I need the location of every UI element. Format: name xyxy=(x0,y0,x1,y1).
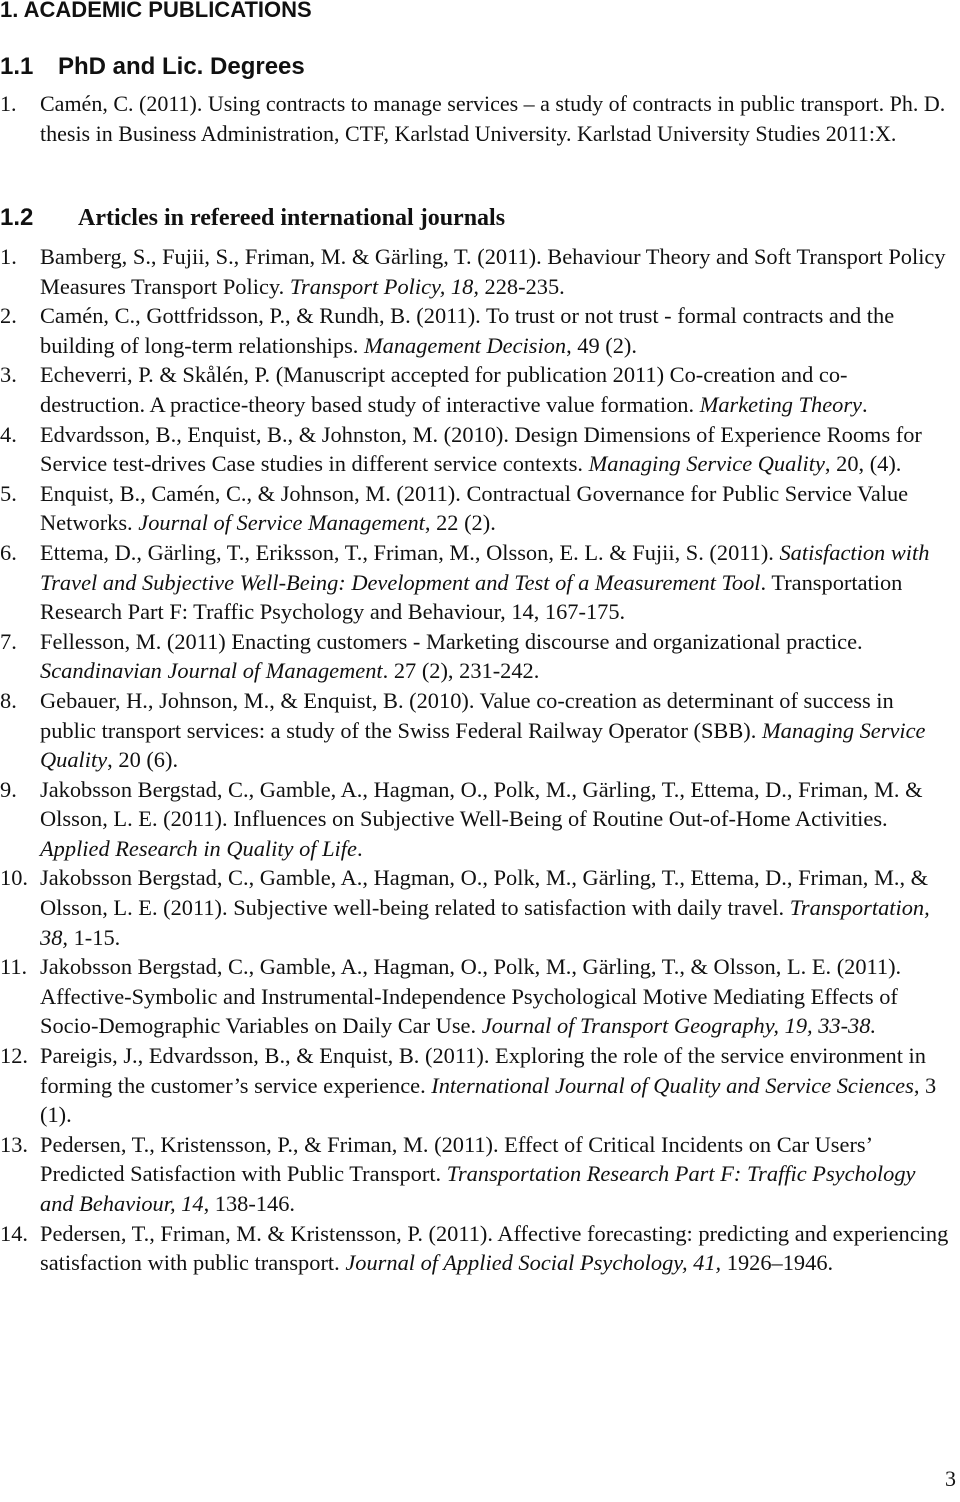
item-source: Managing Service Quality xyxy=(588,451,825,477)
item-details: 1926–1946. xyxy=(721,1250,834,1276)
item-citation: Enquist, B., Camén, C., & Johnson, M. (2011). Contractual Governance for Public Service Value Networks. xyxy=(40,480,909,536)
item-source: Applied Research in Quality of Life xyxy=(40,835,357,861)
list-item xyxy=(0,952,952,1041)
item-details: , 3 (1). xyxy=(40,1072,937,1128)
item-citation: Pareigis, J., Edvardsson, B., & Enquist, B. (2011). Exploring the role of the service environment in forming the customer’s service experience. xyxy=(40,1043,926,1098)
item-source: Transport Policy, 18, xyxy=(289,273,479,299)
item-details: 1-15. xyxy=(68,924,121,950)
item-source: Management Decision xyxy=(364,332,567,358)
list-item xyxy=(0,863,952,952)
list-item xyxy=(0,479,952,538)
list-item xyxy=(0,89,952,148)
item-citation: Camén, C., Gottfridsson, P., & Rundh, B. (2011). To trust or not trust - formal contracts and the building of long-term relationships. xyxy=(40,303,895,358)
item-citation: Bamberg, S., Fujii, S., Friman, M. & Gärling, T. (2011). Behaviour Theory and Soft Transport Policy Measures Transport Policy. xyxy=(40,244,946,299)
section-title: PhD and Lic. Degrees xyxy=(58,53,305,80)
item-source: Transportation, 38, xyxy=(40,895,930,950)
item-number: 11. xyxy=(0,954,28,980)
item-citation: Fellesson, M. (2011) Enacting customers - Marketing discourse and organizational practice. xyxy=(40,628,863,654)
item-citation: Echeverri, P. & Skålén, P. (Manuscript accepted for publication 2011) Co-creation and co-destruction. A practice-theory based study of interactive value formation. xyxy=(40,362,848,417)
item-number: 9. xyxy=(0,776,17,802)
phd-list xyxy=(0,89,952,148)
item-citation: Ettema, D., Gärling, T., Eriksson, T., Friman, M., Olsson, E. L. & Fujii, S. (2011). xyxy=(40,539,780,565)
list-item xyxy=(0,686,952,775)
item-details: . Transportation Research Part F: Traffic Psychology and Behaviour, 14, 167-175. xyxy=(40,569,903,625)
item-source: Transportation Research Part F: Traffic Psychology and Behaviour, 14 xyxy=(40,1161,916,1216)
item-number: 12. xyxy=(0,1043,28,1069)
page-heading: 1. ACADEMIC PUBLICATIONS xyxy=(0,0,312,22)
list-item xyxy=(0,301,952,360)
item-details: . xyxy=(356,835,363,861)
item-number: 3. xyxy=(0,362,17,388)
item-number: 7. xyxy=(0,628,17,654)
item-number: 1. xyxy=(0,244,17,269)
section-heading-articles xyxy=(0,204,505,232)
item-source: International Journal of Quality and Service Sciences xyxy=(431,1072,914,1098)
item-number: 1. xyxy=(0,91,17,116)
item-citation: Edvardsson, B., Enquist, B., & Johnston, M. (2010). Design Dimensions of Experience Rooms for Service test-drives Case studies in different service contexts. xyxy=(40,421,922,477)
list-item xyxy=(0,538,952,627)
item-number: 13. xyxy=(0,1131,28,1157)
section-title: Articles in refereed international journals xyxy=(78,205,506,231)
section-heading-phd xyxy=(0,53,305,81)
item-text: Camén, C. (2011). Using contracts to manage services – a study of contracts in public transport. Ph. D. thesis in Business Administration, CTF, Karlstad University. Karlstad University Studies 2011:X. xyxy=(40,91,946,146)
item-source: Journal of Applied Social Psychology, 41, xyxy=(345,1250,722,1276)
item-details: , 22 (2). xyxy=(424,510,496,536)
item-details: . 27 (2), 231-242. xyxy=(382,658,540,684)
item-source: Scandinavian Journal of Management xyxy=(40,658,383,684)
item-number: 8. xyxy=(0,687,17,713)
item-details: 228-235. xyxy=(478,273,565,299)
item-details: , 20, (4). xyxy=(824,451,902,477)
item-number: 6. xyxy=(0,539,17,565)
page-number: 3 xyxy=(945,1466,956,1491)
item-number: 4. xyxy=(0,421,17,447)
list-item xyxy=(0,360,952,419)
item-citation: Pedersen, T., Kristensson, P., & Friman, M. (2011). Effect of Critical Incidents on Car Users’ Predicted Satisfaction with Public Transport. xyxy=(40,1131,872,1187)
section-number: 1.1 xyxy=(0,53,34,80)
item-details: , 49 (2). xyxy=(566,332,637,358)
item-source: Managing Service Quality xyxy=(40,717,926,773)
item-citation: Jakobsson Bergstad, C., Gamble, A., Hagman, O., Polk, M., Gärling, T., & Olsson, L. E. (2011). Affective-Symbolic and Instrumental-Independence Psychological Motive Mediating Effects of Socio-Demographic Variables on Daily Car Use. xyxy=(40,954,902,1039)
item-number: 14. xyxy=(0,1220,28,1246)
item-details: , 20 (6). xyxy=(107,747,179,773)
item-number: 5. xyxy=(0,480,17,506)
list-item xyxy=(0,1130,952,1219)
item-source: Marketing Theory xyxy=(699,391,862,417)
item-number: 2. xyxy=(0,303,17,329)
item-citation: Pedersen, T., Friman, M. & Kristensson, P. (2011). Affective forecasting: predicting and experiencing satisfaction with public transport. xyxy=(40,1220,949,1276)
item-citation: Jakobsson Bergstad, C., Gamble, A., Hagman, O., Polk, M., Gärling, T., Ettema, D., Friman, M., & Olsson, L. E. (2011). Subjective well-being related to satisfaction with daily travel. xyxy=(40,865,929,921)
item-details: , 138-146. xyxy=(203,1191,295,1216)
list-item xyxy=(0,420,952,479)
item-number: 10. xyxy=(0,865,28,891)
item-source: Journal of Service Management xyxy=(138,510,425,536)
item-citation: Jakobsson Bergstad, C., Gamble, A., Hagman, O., Polk, M., Gärling, T., Ettema, D., Friman, M. & Olsson, L. E. (2011). Influences on Subjective Well-Being of Routine Out-of-Home Activities. xyxy=(40,776,923,832)
item-source: Journal of Transport Geography, 19, 33-38. xyxy=(481,1013,877,1039)
item-citation: Gebauer, H., Johnson, M., & Enquist, B. (2010). Value co-creation as determinant of success in public transport services: a study of the Swiss Federal Railway Operator (SBB). xyxy=(40,687,894,743)
list-item xyxy=(0,775,952,864)
item-details: . xyxy=(862,391,868,417)
list-item xyxy=(0,242,952,301)
list-item xyxy=(0,1219,952,1278)
list-item xyxy=(0,627,952,686)
list-item xyxy=(0,1041,952,1130)
section-number: 1.2 xyxy=(0,204,34,231)
item-source: Satisfaction with Travel and Subjective Well-Being: Development and Test of a Measurement Tool xyxy=(40,539,930,595)
articles-list xyxy=(0,242,952,1278)
